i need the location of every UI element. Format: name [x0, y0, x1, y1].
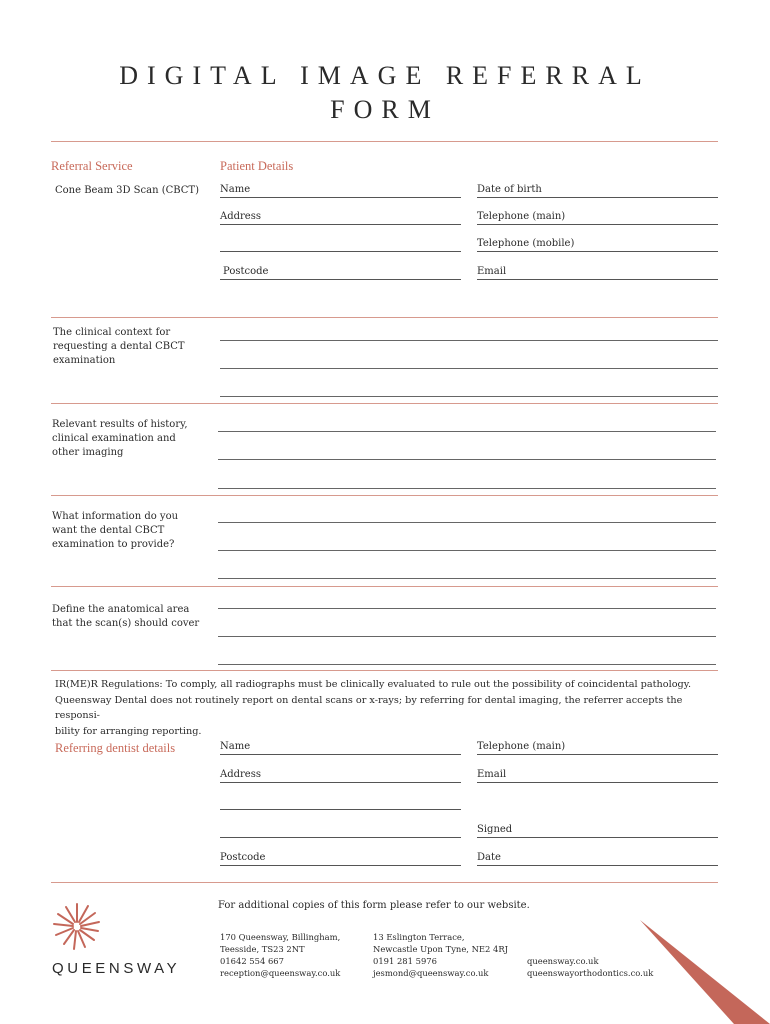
address-line: 13 Eslington Terrace, [373, 932, 465, 942]
additional-copies-note: For additional copies of this form please refer to our website. [218, 900, 530, 911]
clinical-context-line-3[interactable] [220, 396, 718, 397]
referring-dentist-heading: Referring dentist details [55, 741, 176, 755]
dentist-date-field[interactable] [477, 852, 718, 866]
divider [51, 586, 718, 587]
patient-address-line2-field[interactable] [220, 238, 461, 252]
dentist-address-line3-field[interactable] [220, 824, 461, 838]
label-line: examination to provide? [52, 539, 175, 550]
billingham-address [220, 931, 340, 979]
field-label: Address [220, 211, 261, 222]
anatomical-area-label [52, 603, 199, 631]
label-line: What information do you [52, 511, 179, 522]
label-line: The clinical context for [53, 327, 171, 338]
dentist-tel-main-field[interactable] [477, 741, 718, 755]
field-label: Postcode [223, 266, 269, 277]
relevant-results-line-3[interactable] [218, 488, 716, 489]
divider [51, 670, 718, 671]
information-wanted-line-2[interactable] [218, 550, 716, 551]
dentist-postcode-field[interactable] [220, 852, 461, 866]
website-link[interactable]: queensway.co.uk [527, 956, 599, 966]
address-line: 170 Queensway, Billingham, [220, 932, 341, 942]
queensway-logo-text: QUEENSWAY [52, 960, 181, 977]
phone-number: 01642 554 667 [220, 956, 284, 966]
jesmond-address [373, 931, 508, 979]
relevant-results-line-1[interactable] [218, 431, 716, 432]
referral-service-option[interactable]: Cone Beam 3D Scan (CBCT) [55, 185, 199, 196]
address-line: Newcastle Upon Tyne, NE2 4RJ [373, 944, 509, 954]
regulations-line: Queensway Dental does not routinely report on dental scans or x-rays; by referring for dental imaging, the referrer accepts the responsi- [55, 694, 683, 721]
dentist-email-field[interactable] [477, 769, 718, 783]
patient-email-field[interactable] [477, 266, 718, 280]
clinical-context-label [53, 326, 185, 368]
information-wanted-label [52, 510, 178, 552]
queensway-starburst-icon [50, 902, 106, 952]
field-label: Date [477, 852, 501, 863]
divider [51, 403, 718, 404]
field-label: Name [220, 741, 251, 752]
dentist-address-line2-field[interactable] [220, 796, 461, 810]
field-label: Telephone (main) [477, 741, 566, 752]
field-label: Signed [477, 824, 513, 835]
patient-name-field[interactable] [220, 184, 461, 198]
patient-postcode-field[interactable] [220, 266, 461, 280]
phone-number: 0191 281 5976 [373, 956, 437, 966]
label-line: Define the anatomical area [52, 604, 190, 615]
label-line: examination [53, 355, 116, 366]
patient-tel-mobile-field[interactable] [477, 238, 718, 252]
referral-service-heading: Referral Service [51, 159, 133, 173]
field-label: Email [477, 769, 507, 780]
dentist-address-field[interactable] [220, 769, 461, 783]
label-line: want the dental CBCT [52, 525, 165, 536]
address-line: Teesside, TS23 2NT [220, 944, 305, 954]
dentist-signed-field[interactable] [477, 824, 718, 838]
corner-decoration [640, 918, 770, 1024]
dentist-name-field[interactable] [220, 741, 461, 755]
regulations-line: bility for arranging reporting. [55, 725, 202, 737]
clinical-context-line-2[interactable] [220, 368, 718, 369]
email-link[interactable]: jesmond@queensway.co.uk [373, 968, 489, 978]
divider [51, 317, 718, 318]
patient-tel-main-field[interactable] [477, 211, 718, 225]
patient-dob-field[interactable] [477, 184, 718, 198]
divider [51, 495, 718, 496]
divider [51, 141, 718, 142]
field-label: Telephone (mobile) [477, 238, 575, 249]
relevant-results-label [52, 418, 188, 460]
divider [51, 882, 718, 883]
website-link[interactable]: queenswayorthodontics.co.uk [527, 968, 654, 978]
field-label: Telephone (main) [477, 211, 566, 222]
anatomical-area-line-1[interactable] [218, 608, 716, 609]
regulations-line: IR(ME)R Regulations: To comply, all radiographs must be clinically evaluated to rule out the possibility of coincidental pathology. [55, 679, 692, 690]
anatomical-area-line-2[interactable] [218, 636, 716, 637]
relevant-results-line-2[interactable] [218, 459, 716, 460]
field-label: Email [477, 266, 507, 277]
anatomical-area-line-3[interactable] [218, 664, 716, 665]
label-line: other imaging [52, 447, 124, 458]
field-label: Address [220, 769, 261, 780]
patient-details-heading: Patient Details [220, 159, 294, 173]
form-title-line2: FORM [330, 95, 440, 124]
clinical-context-line-1[interactable] [220, 340, 718, 341]
information-wanted-line-3[interactable] [218, 578, 716, 579]
label-line: requesting a dental CBCT [53, 341, 185, 352]
regulations-text [55, 677, 715, 739]
website-links [527, 955, 653, 979]
patient-address-field[interactable] [220, 211, 461, 225]
label-line: Relevant results of history, [52, 419, 188, 430]
field-label: Postcode [220, 852, 266, 863]
form-title-line1: DIGITAL IMAGE REFERRAL [119, 61, 651, 90]
information-wanted-line-1[interactable] [218, 522, 716, 523]
label-line: clinical examination and [52, 433, 176, 444]
email-link[interactable]: reception@queensway.co.uk [220, 968, 341, 978]
field-label: Name [220, 184, 251, 195]
field-label: Date of birth [477, 184, 542, 195]
label-line: that the scan(s) should cover [52, 618, 200, 629]
